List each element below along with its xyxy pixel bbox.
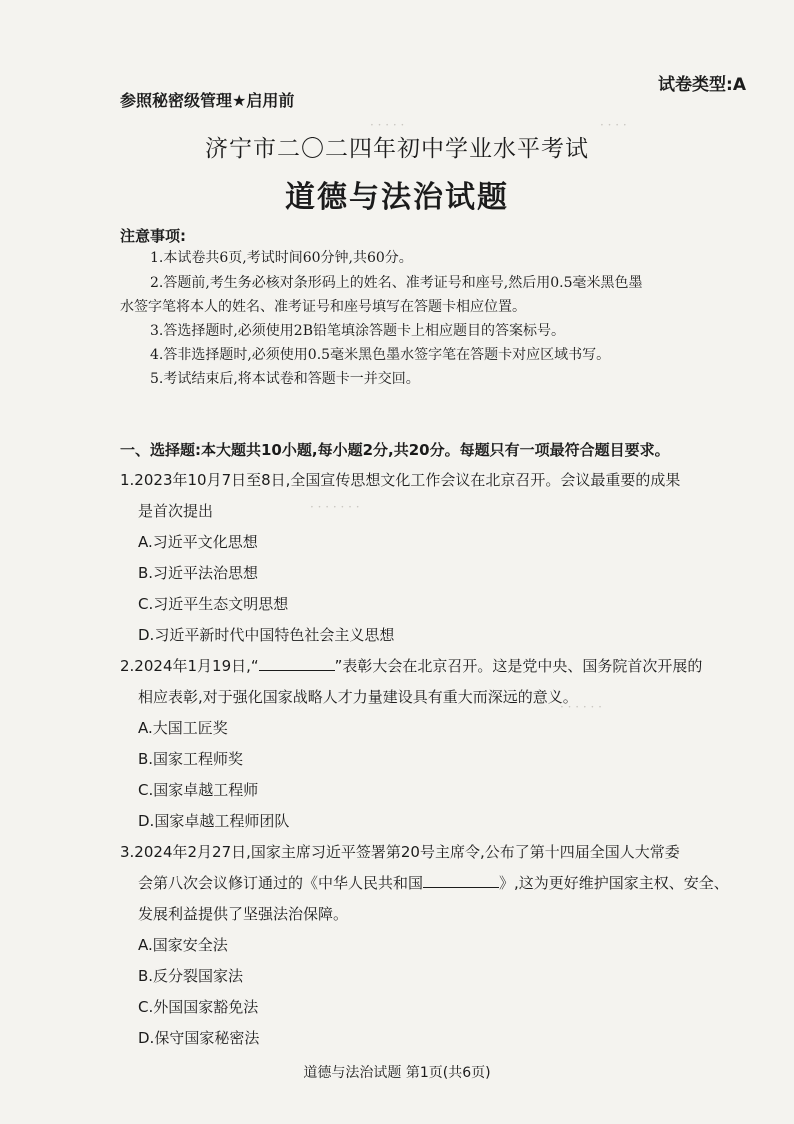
question-2-line: [120, 655, 702, 676]
question-2-option-b: B.国家工程师奖: [138, 750, 244, 768]
question-3-stem-start: 会第八次会议修订通过的《中华人民共和国: [138, 874, 424, 892]
paper-type: 试卷类型:A: [658, 75, 746, 95]
question-3-option-a: A.国家安全法: [138, 936, 228, 954]
notice-heading: 注意事项:: [120, 227, 186, 245]
answer-blank: [259, 656, 335, 671]
question-3-option-c: C.外国国家豁免法: [138, 998, 259, 1016]
answer-blank: [423, 873, 499, 888]
question-1-option-c: C.习近平生态文明思想: [138, 595, 289, 613]
notice-item: 1.本试卷共6页,考试时间60分钟,共60分。: [150, 250, 413, 266]
notice-item: 5.考试结束后,将本试卷和答题卡一并交回。: [150, 371, 420, 387]
question-3-option-d: D.保守国家秘密法: [138, 1029, 260, 1047]
question-3-line: [138, 872, 729, 893]
show-through-text: · · · ·: [600, 118, 627, 132]
question-1-option-b: B.习近平法治思想: [138, 564, 259, 582]
notice-item: 4.答非选择题时,必须使用0.5毫米黑色墨水签字笔在答题卡对应区域书写。: [150, 347, 611, 363]
exam-title: 济宁市二〇二四年初中学业水平考试: [205, 136, 589, 162]
question-1-line: 是首次提出: [138, 502, 214, 520]
question-1-line: 1.2023年10月7日至8日,全国宣传思想文化工作会议在北京召开。会议最重要的成果: [120, 471, 681, 489]
question-1-option-a: A.习近平文化思想: [138, 533, 258, 551]
question-2-stem-start: 2.2024年1月19日,“: [120, 657, 259, 675]
subject-title: 道德与法治试题: [285, 180, 509, 215]
notice-item: 水签字笔将本人的姓名、准考证号和座号填写在答题卡相应位置。: [120, 299, 526, 315]
question-3-line: 发展利益提供了坚强法治保障。: [138, 905, 349, 923]
show-through-text: · · · · · ·: [560, 700, 602, 714]
question-2-option-a: A.大国工匠奖: [138, 719, 228, 737]
show-through-text: · · · · · · ·: [310, 500, 360, 514]
question-1-option-d: D.习近平新时代中国特色社会主义思想: [138, 626, 395, 644]
notice-item: 3.答选择题时,必须使用2B铅笔填涂答题卡上相应题目的答案标号。: [150, 323, 566, 339]
section-heading: 一、选择题:本大题共10小题,每小题2分,共20分。每题只有一项最符合题目要求。: [120, 441, 670, 459]
question-3-option-b: B.反分裂国家法: [138, 967, 244, 985]
question-3-line: 3.2024年2月27日,国家主席习近平签署第20号主席令,公布了第十四届全国人大常委: [120, 843, 680, 861]
page-footer: 道德与法治试题 第1页(共6页): [303, 1065, 491, 1081]
question-3-stem-end: 》,这为更好维护国家主权、安全、: [499, 874, 729, 892]
question-2-option-d: D.国家卓越工程师团队: [138, 812, 290, 830]
question-2-stem-end: ”表彰大会在北京召开。这是党中央、国务院首次开展的: [334, 657, 703, 675]
secrecy-label: 参照秘密级管理★启用前: [120, 91, 295, 110]
question-2-line: 相应表彰,对于强化国家战略人才力量建设具有重大而深远的意义。: [138, 688, 578, 706]
show-through-text: · · · · ·: [370, 118, 405, 132]
question-2-option-c: C.国家卓越工程师: [138, 781, 259, 799]
notice-item: 2.答题前,考生务必核对条形码上的姓名、准考证号和座号,然后用0.5毫米黑色墨: [150, 275, 643, 291]
